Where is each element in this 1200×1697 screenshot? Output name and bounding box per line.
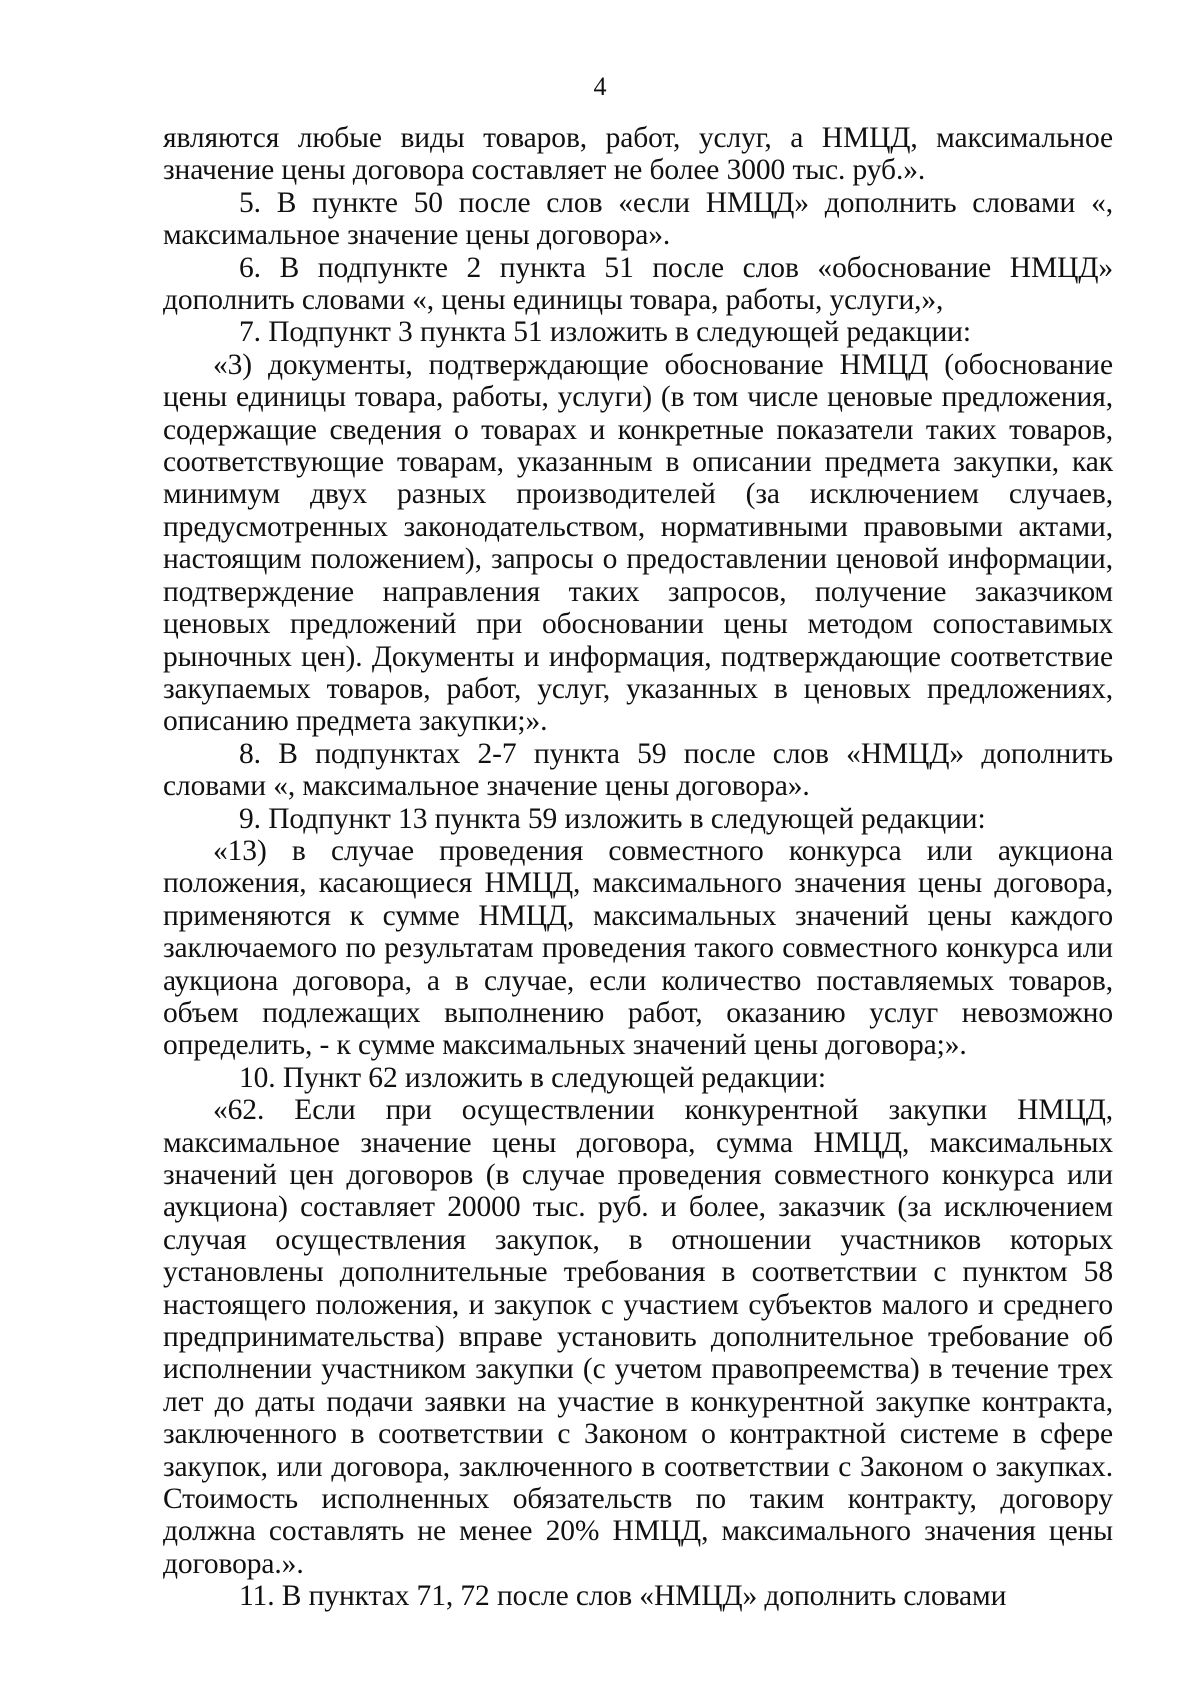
quoted-paragraph: «62. Если при осуществлении конкурентной закупки НМЦД, максимальное значение цены договора, сумма НМЦД, максимальных значений цен договоров (в случае проведения совместного конкурса или аукциона) составляет 20000 тыс. руб. и более, заказчик (за исключением случая осуществления закупок, в отношении участников которых установлены дополнительные требования в соответствии с пунктом 58 настоящего положения, и закупок с участием субъектов малого и среднего предпринимательства) вправе установить дополнительное требование об исполнении участником закупки (с учетом правопреемства) в течение трех лет до даты подачи заявки на участие в конкурентной закупке контракта, заключенного в соответствии с Законом о контрактной системе в сфере закупок, или договора, заключенного в соответствии с Законом о закупках. Стоимость исполненных обязательств по таким контракту, договору должна составлять не менее 20% НМЦД, максимального значения цены договора.».	[163, 1094, 1113, 1580]
paragraph: 6. В подпункте 2 пункта 51 после слов «обоснование НМЦД» дополнить словами «, цены единицы товара, работы, услуги,»,	[163, 251, 1113, 317]
paragraph: являются любые виды товаров, работ, услуг, а НМЦД, максимальное значение цены договора составляет не более 3000 тыс. руб.».	[163, 122, 1113, 187]
document-body	[163, 122, 1113, 1613]
paragraph: 7. Подпункт 3 пункта 51 изложить в следующей редакции:	[239, 316, 971, 349]
paragraph: 8. В подпунктах 2-7 пункта 59 после слов «НМЦД» дополнить словами «, максимальное значение цены договора».	[163, 737, 1113, 803]
paragraph: 11. В пунктах 71, 72 после слов «НМЦД» дополнить словами	[239, 1580, 1007, 1613]
paragraph: 5. В пункте 50 после слов «если НМЦД» дополнить словами «, максимальное значение цены договора».	[163, 186, 1113, 252]
page-number: 4	[593, 72, 607, 101]
quoted-paragraph: «13) в случае проведения совместного конкурса или аукциона положения, касающиеся НМЦД, максимального значения цены договора, применяются к сумме НМЦД, максимальных значений цены каждого заключаемого по результатам проведения такого совместного конкурса или аукциона договора, а в случае, если количество поставляемых товаров, объем подлежащих выполнению работ, оказанию услуг невозможно определить, - к сумме максимальных значений цены договора;».	[163, 834, 1113, 1062]
paragraph: 10. Пункт 62 изложить в следующей редакции:	[239, 1061, 826, 1094]
quoted-paragraph: «3) документы, подтверждающие обоснование НМЦД (обоснование цены единицы товара, работы, услуги) (в том числе ценовые предложения, содержащие сведения о товарах и конкретные показатели таких товаров, соответствующие товарам, указанным в описании предмета закупки, как минимум двух разных производителей (за исключением случаев, предусмотренных законодательством, нормативными правовыми актами, настоящим положением), запросы о предоставлении ценовой информации, подтверждение направления таких запросов, получение заказчиком ценовых предложений при обосновании цены методом сопоставимых рыночных цен). Документы и информация, подтверждающие соответствие закупаемых товаров, работ, услуг, указанных в ценовых предложениях, описанию предмета закупки;».	[163, 348, 1113, 738]
paragraph: 9. Подпункт 13 пункта 59 изложить в следующей редакции:	[239, 802, 986, 835]
